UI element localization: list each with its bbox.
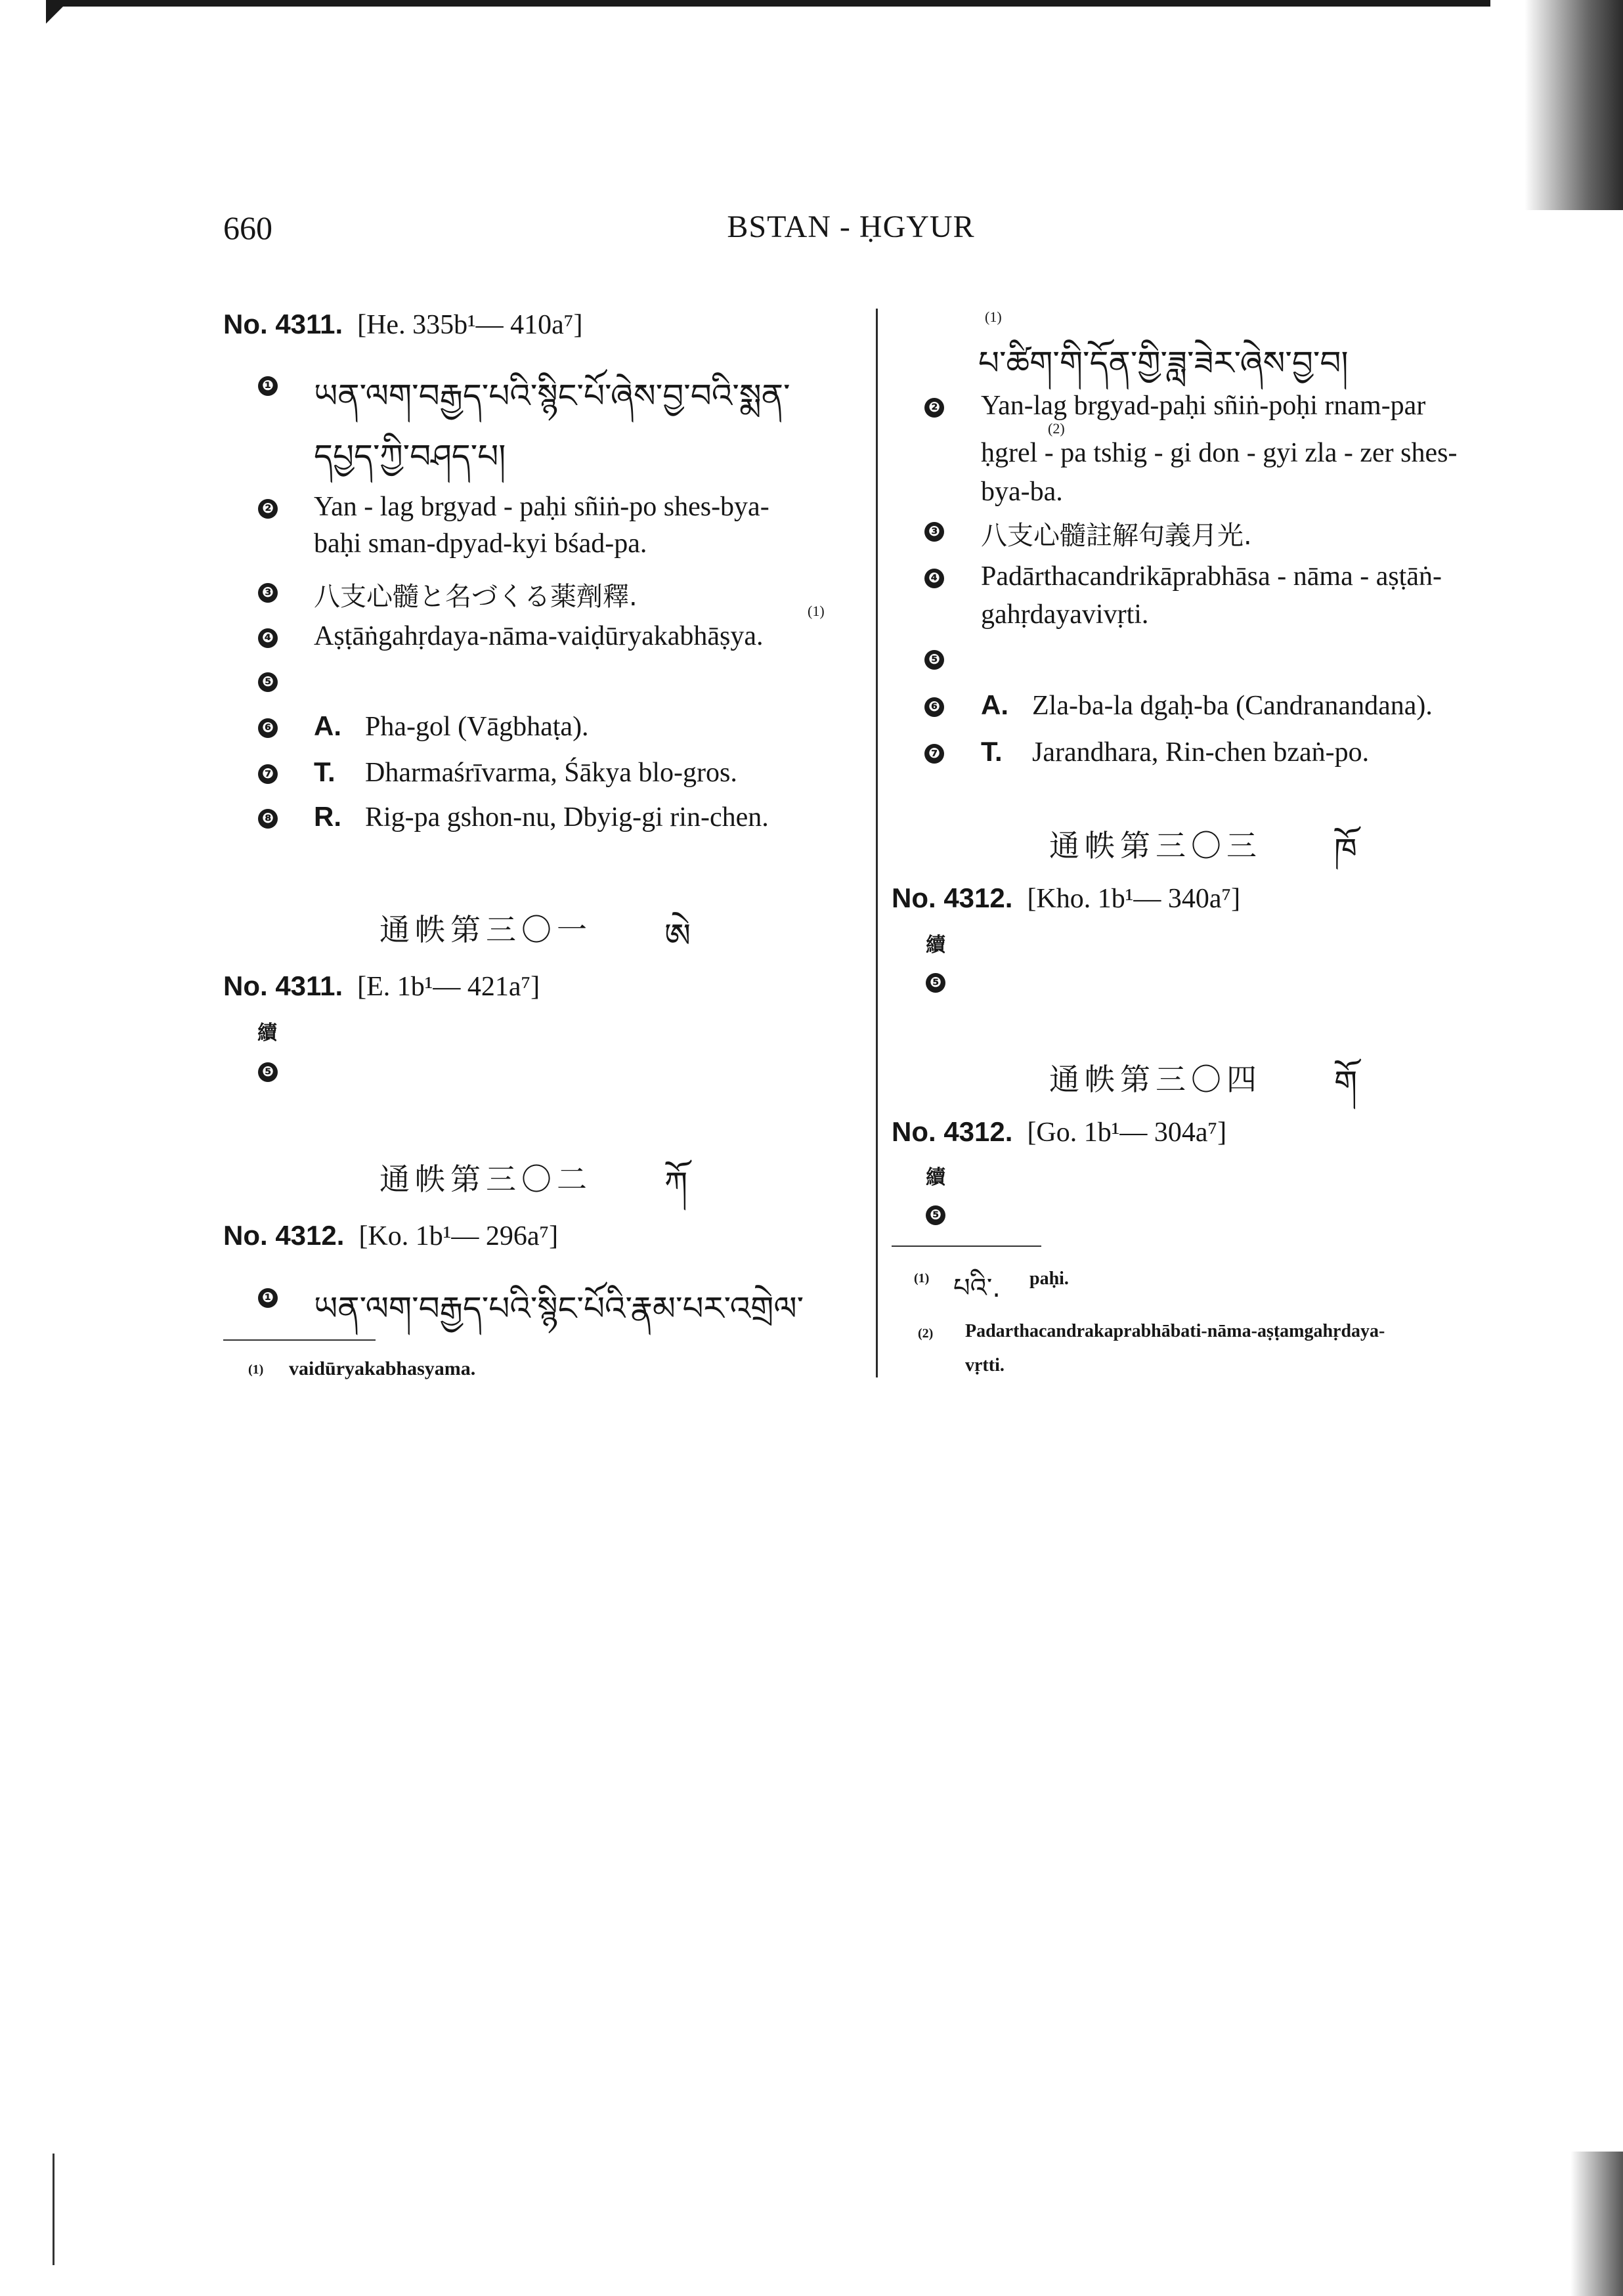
column-divider xyxy=(876,309,878,1377)
footnote-text-line-2: vṛtti. xyxy=(965,1355,1005,1375)
volume-tibetan-letter: ཁོ xyxy=(1334,831,1357,869)
translator-label: T. xyxy=(981,736,1003,767)
translator-names: Dharmaśrīvarma, Śākya blo-gros. xyxy=(365,758,737,788)
entry-heading xyxy=(223,1220,558,1252)
entry-reference: [E. 1b¹— 421a⁷] xyxy=(357,972,540,1002)
item-marker-3: ❸ xyxy=(258,583,278,603)
scan-left-mark xyxy=(53,2154,54,2265)
item-marker-4: ❹ xyxy=(258,628,278,648)
reviser-line xyxy=(314,801,769,833)
footnote-mark: (1) xyxy=(248,1362,264,1377)
entry-number: No. 4312. xyxy=(223,1220,345,1251)
author-label: A. xyxy=(981,689,1008,720)
volume-tibetan-letter: ཀོ xyxy=(664,1165,688,1203)
item-marker-2: ❷ xyxy=(924,398,944,418)
sanskrit-title-line-1: Padārthacandrikāprabhāsa - nāma - aṣṭāṅ- xyxy=(981,561,1442,592)
item-marker-7: ❼ xyxy=(258,764,278,784)
continued-mark: 續 xyxy=(257,1022,277,1045)
footnote-rule xyxy=(892,1245,1041,1247)
author-line xyxy=(314,710,589,743)
sanskrit-title: Aṣṭāṅgahṛdaya-nāma-vaiḍūryakabhāṣya. xyxy=(314,621,764,651)
footnote-text: paḥi. xyxy=(1029,1268,1069,1289)
reviser-names: Rig-pa gshon-nu, Dbyig-gi rin-chen. xyxy=(365,802,769,833)
translator-names: Jarandhara, Rin-chen bzaṅ-po. xyxy=(1032,737,1370,768)
entry-number: No. 4312. xyxy=(892,882,1013,913)
volume-heading-301: 通帙第三〇一 xyxy=(379,912,592,947)
entry-reference: [Ko. 1b¹— 296a⁷] xyxy=(358,1221,559,1251)
author-line xyxy=(981,689,1433,722)
tibetan-title-line-1: ཡན་ལག་བརྒྱད་པའི་སྙིང་པོའི་རྣམ་པར་འགྲེལ་ xyxy=(314,1289,804,1328)
footnote-tibetan: པའི་. xyxy=(953,1273,1001,1303)
chinese-title: 八支心髓註解句義月光. xyxy=(981,521,1252,551)
footnote-mark: (1) xyxy=(914,1271,930,1286)
entry-number: No. 4311. xyxy=(223,970,343,1001)
item-marker-2: ❷ xyxy=(258,499,278,519)
volume-heading-303: 通帙第三〇三 xyxy=(1049,828,1262,863)
item-marker-5: ❺ xyxy=(926,1205,945,1225)
volume-heading-304: 通帙第三〇四 xyxy=(1049,1062,1262,1097)
item-marker-5: ❺ xyxy=(924,650,944,670)
continued-mark: 續 xyxy=(926,1166,945,1189)
item-marker-5: ❺ xyxy=(258,672,278,692)
item-marker-3: ❸ xyxy=(924,522,944,542)
item-marker-4: ❹ xyxy=(924,569,944,588)
romanized-title-line-2: baḥi sman-dpyad-kyi bśad-pa. xyxy=(314,529,647,559)
translator-label: T. xyxy=(314,756,335,787)
entry-reference: [Kho. 1b¹— 340a⁷] xyxy=(1027,884,1241,914)
romanized-title-line-2: ḥgrel - pa tshig - gi don - gyi zla - zer shes- xyxy=(981,438,1458,468)
item-marker-7: ❼ xyxy=(924,744,944,764)
item-marker-1: ❶ xyxy=(258,376,278,396)
scan-top-edge xyxy=(46,0,1490,7)
sanskrit-title-line-2: gahṛdayavivṛti. xyxy=(981,599,1149,630)
footnote-text-line-1: Padarthacandrakaprabhābati-nāma-aṣṭamgahṛdaya- xyxy=(965,1321,1385,1341)
tibetan-title-line-1: ཡན་ལག་བརྒྱད་པའི་སྙིང་པོ་ཞེས་བྱ་བའི་སྨན་ xyxy=(314,377,790,415)
scan-edge-shadow-bottom xyxy=(1570,2152,1623,2296)
reviser-label: R. xyxy=(314,801,341,832)
footnote-rule xyxy=(223,1339,376,1341)
scan-edge-shadow xyxy=(1525,0,1623,210)
entry-heading xyxy=(892,882,1240,915)
item-marker-6: ❻ xyxy=(258,718,278,738)
tibetan-title-line-2: དཔྱད་ཀྱི་བཤད་པ། xyxy=(314,437,506,475)
footnote-mark: (2) xyxy=(918,1326,934,1341)
item-marker-5: ❺ xyxy=(258,1062,278,1082)
entry-heading xyxy=(223,309,582,341)
romanized-title-line-3: bya-ba. xyxy=(981,477,1063,507)
entry-reference: [He. 335b¹— 410a⁷] xyxy=(357,310,583,340)
item-marker-6: ❻ xyxy=(924,697,944,717)
entry-number: No. 4312. xyxy=(892,1116,1013,1147)
footnote-reference: (2) xyxy=(1048,420,1065,437)
item-marker-8: ❽ xyxy=(258,809,278,829)
entry-number: No. 4311. xyxy=(223,309,343,339)
volume-tibetan-letter: ཨེ xyxy=(664,917,691,955)
entry-reference: [Go. 1b¹— 304a⁷] xyxy=(1027,1117,1227,1148)
page-number: 660 xyxy=(223,209,272,246)
entry-heading xyxy=(223,970,540,1003)
scan-top-corner xyxy=(46,0,70,24)
author-name: Pha-gol (Vāgbhaṭa). xyxy=(365,712,589,742)
footnote-reference: (1) xyxy=(985,309,1002,325)
translator-line xyxy=(981,736,1369,768)
author-name: Zla-ba-la dgaḥ-ba (Candranandana). xyxy=(1032,691,1433,721)
continued-mark: 續 xyxy=(926,934,945,957)
tibetan-title-continuation: པ་ཚིག་གི་དོན་གྱི་ཟླ་ཟེར་ཞེས་བྱ་བ། xyxy=(978,344,1349,382)
japanese-title: 八支心髓と名づくる薬劑釋. xyxy=(314,582,638,612)
author-label: A. xyxy=(314,710,341,741)
running-title: BSTAN - ḤGYUR xyxy=(727,209,975,244)
translator-line xyxy=(314,756,737,789)
item-marker-1: ❶ xyxy=(258,1288,278,1308)
romanized-title-line-1: Yan-lag brgyad-paḥi sñiṅ-poḥi rnam-par xyxy=(981,391,1426,421)
footnote-reference: (1) xyxy=(808,603,825,619)
footnote-text: vaidūryakabhasyama. xyxy=(289,1358,476,1379)
volume-heading-302: 通帙第三〇二 xyxy=(379,1161,592,1197)
entry-heading xyxy=(892,1116,1226,1148)
romanized-title-line-1: Yan - lag brgyad - paḥi sñiṅ-po shes-bya- xyxy=(314,492,769,522)
item-marker-5: ❺ xyxy=(926,973,945,993)
volume-tibetan-letter: གོ xyxy=(1334,1064,1358,1102)
